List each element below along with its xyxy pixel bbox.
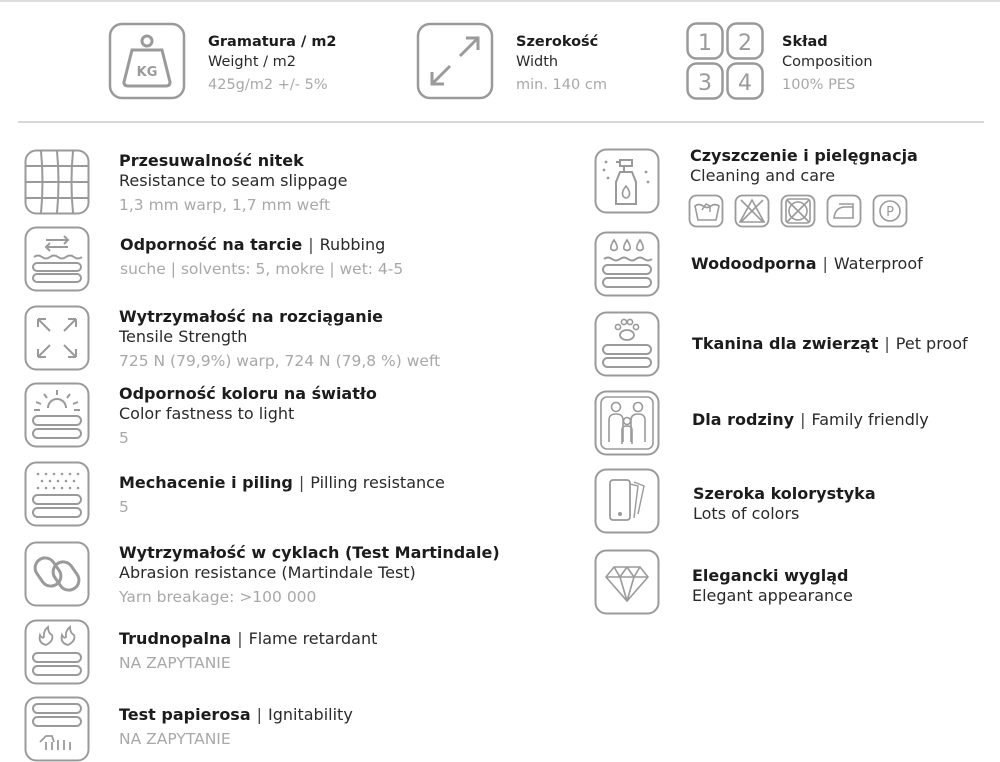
flame-title: Trudnopalna [119,629,232,648]
flame-value: NA ZAPYTANIE [119,654,231,672]
tensile-title: Wytrzymałość na rozciąganie [119,307,384,326]
light-title: Odporność koloru na światło [119,384,377,403]
colors-subtitle: Lots of colors [693,504,800,523]
flame-heading [119,629,377,649]
hand-wash-icon [688,194,724,228]
rubbing-english: Rubbing [319,235,386,254]
cigarette-hand-icon [24,696,90,762]
svg-text:1: 1 [698,31,712,56]
svg-text:P: P [886,205,894,220]
waterproof-drops-icon [594,231,660,297]
composition-title: Skład [782,34,828,50]
rubbing-heading [120,235,385,255]
petproof-heading [692,334,968,354]
svg-text:4: 4 [738,71,752,96]
family-title: Dla rodziny [692,410,795,429]
seam-grid-icon [24,149,90,215]
pilling-value: 5 [119,498,129,516]
width-subtitle: Width [516,54,559,70]
rubbing-separator: | [308,235,314,254]
family-heading [692,410,929,430]
cigarette-heading [119,705,353,725]
tensile-arrows-icon [24,305,90,371]
pilling-separator: | [298,473,305,492]
light-subtitle: Color fastness to light [119,404,295,423]
top-border-line [0,0,1000,2]
no-bleach-icon [734,194,770,228]
cigarette-title: Test papierosa [119,705,251,724]
waterproof-separator: | [822,254,828,273]
width-title: Szerokość [516,34,599,50]
svg-text:3: 3 [698,71,712,96]
family-separator: | [800,410,806,429]
martindale-title: Wytrzymałość w cyklach (Test Martindale) [119,543,500,562]
light-value: 5 [119,429,129,447]
colors-title: Szeroka kolorystyka [693,484,876,503]
dry-clean-p-icon [872,194,908,228]
waterproof-title: Wodoodporna [691,254,817,273]
petproof-title: Tkanina dla zwierząt [692,334,879,353]
paw-icon [594,311,660,377]
rubbing-title: Odporność na tarcie [120,235,303,254]
width-expand-icon [416,22,494,100]
composition-value: 100% PES [782,77,856,93]
seam-value: 1,3 mm warp, 1,7 mm weft [119,196,331,214]
diamond-icon [594,549,660,615]
waterproof-english: Waterproof [833,254,923,273]
cigarette-value: NA ZAPYTANIE [119,730,231,748]
chain-links-icon [24,541,90,607]
no-tumble-dry-icon [780,194,816,228]
cigarette-separator: | [256,705,263,724]
iron-icon [826,194,862,228]
rubbing-value: suche | solvents: 5, mokre | wet: 4-5 [120,260,404,278]
elegant-subtitle: Elegant appearance [692,586,853,605]
seam-subtitle: Resistance to seam slippage [119,171,348,190]
tensile-subtitle: Tensile Strength [119,327,248,346]
sun-light-icon [24,382,90,448]
svg-text:2: 2 [738,31,752,56]
spray-bottle-icon [594,148,660,214]
composition-numbers-icon [686,22,764,100]
seam-title: Przesuwalność nitek [119,151,304,170]
care-subtitle: Cleaning and care [690,166,836,185]
weight-title: Gramatura / m2 [208,34,337,50]
pilling-english: Pilling resistance [310,473,445,492]
flame-icon [24,619,90,685]
tensile-value: 725 N (79,9%) warp, 724 N (79,8 %) weft [119,352,441,370]
flame-english: Flame retardant [248,629,378,648]
section-divider [18,121,984,123]
martindale-value: Yarn breakage: >100 000 [119,588,317,606]
elegant-title: Elegancki wygląd [692,566,849,585]
pilling-dots-icon [24,461,90,527]
svg-text:KG: KG [136,65,158,80]
weight-kg-icon [108,22,186,100]
weight-value: 425g/m2 +/- 5% [208,77,328,93]
family-english: Family friendly [811,410,929,429]
composition-subtitle: Composition [782,54,873,70]
pilling-title: Mechacenie i piling [119,473,293,492]
care-title: Czyszczenie i pielęgnacja [690,146,918,165]
cigarette-english: Ignitability [268,705,353,724]
petproof-english: Pet proof [895,334,968,353]
petproof-separator: | [884,334,890,353]
rubbing-icon [24,226,90,292]
flame-separator: | [237,629,243,648]
pilling-heading [119,473,445,493]
martindale-subtitle: Abrasion resistance (Martindale Test) [119,563,416,582]
weight-subtitle: Weight / m2 [208,54,296,70]
waterproof-heading [691,254,923,274]
color-swatches-icon [594,468,660,534]
family-icon [594,390,660,456]
width-value: min. 140 cm [516,77,607,93]
